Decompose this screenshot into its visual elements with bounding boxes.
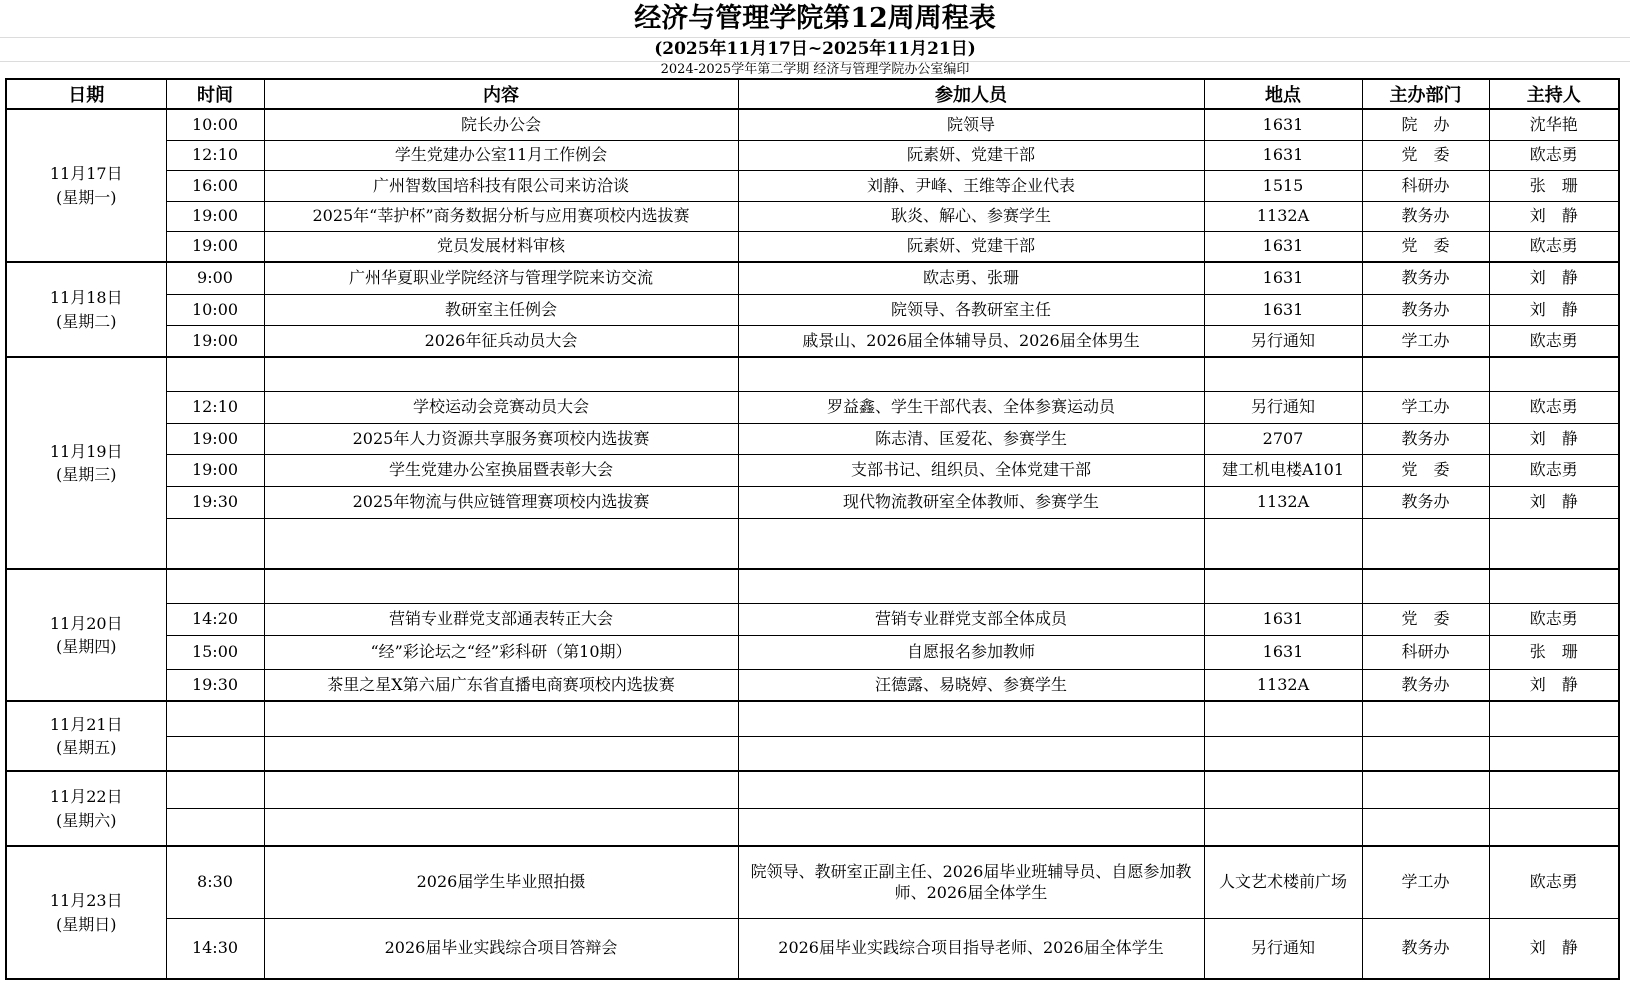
date-label: 11月19日: [49, 441, 123, 461]
content-cell: 学校运动会竞赛动员大会: [264, 391, 738, 423]
participants-cell: 阮素妍、党建干部: [738, 231, 1204, 262]
table-row: [6, 808, 1619, 846]
host-cell: 张 珊: [1489, 170, 1619, 201]
participants-cell: 自愿报名参加教师: [738, 635, 1204, 669]
location-cell: 1631: [1204, 140, 1362, 170]
time-cell: 8:30: [166, 846, 264, 918]
table-row: [6, 109, 1619, 140]
participants-cell: 营销专业群党支部全体成员: [738, 603, 1204, 635]
content-cell: 2026年征兵动员大会: [264, 325, 738, 357]
participants-cell: [738, 701, 1204, 736]
location-cell: 1631: [1204, 294, 1362, 325]
location-cell: [1204, 701, 1362, 736]
location-cell: 另行通知: [1204, 918, 1362, 979]
time-cell: [166, 357, 264, 391]
department-cell: 教务办: [1362, 918, 1489, 979]
table-row: [6, 486, 1619, 518]
location-cell: [1204, 518, 1362, 569]
content-cell: [264, 701, 738, 736]
content-cell: 广州华夏职业学院经济与管理学院来访交流: [264, 262, 738, 294]
participants-cell: 现代物流教研室全体教师、参赛学生: [738, 486, 1204, 518]
department-cell: 党 委: [1362, 140, 1489, 170]
department-cell: [1362, 736, 1489, 771]
time-cell: [166, 808, 264, 846]
time-cell: 14:20: [166, 603, 264, 635]
col-header-host: 主持人: [1489, 79, 1619, 109]
location-cell: [1204, 736, 1362, 771]
table-row: [6, 771, 1619, 808]
department-cell: 学工办: [1362, 325, 1489, 357]
col-header-content: 内容: [264, 79, 738, 109]
weekday-label: (星期三): [56, 465, 117, 484]
host-cell: [1489, 357, 1619, 391]
department-cell: [1362, 771, 1489, 808]
department-cell: 学工办: [1362, 846, 1489, 918]
department-cell: 教务办: [1362, 262, 1489, 294]
time-cell: [166, 771, 264, 808]
host-cell: 刘 静: [1489, 423, 1619, 454]
time-cell: [166, 701, 264, 736]
location-cell: 1631: [1204, 262, 1362, 294]
content-cell: 2025年人力资源共享服务赛项校内选拔赛: [264, 423, 738, 454]
participants-cell: [738, 357, 1204, 391]
host-cell: 刘 静: [1489, 201, 1619, 231]
department-cell: [1362, 808, 1489, 846]
time-cell: [166, 569, 264, 603]
content-cell: 2026届学生毕业照拍摄: [264, 846, 738, 918]
schedule-table: [5, 78, 1620, 980]
participants-cell: 支部书记、组织员、全体党建干部: [738, 454, 1204, 486]
table-row: [6, 140, 1619, 170]
issuer-line: 2024-2025学年第二学期 经济与管理学院办公室编印: [660, 62, 970, 77]
host-cell: [1489, 771, 1619, 808]
host-cell: [1489, 518, 1619, 569]
department-cell: 教务办: [1362, 294, 1489, 325]
col-header-date: 日期: [6, 79, 166, 109]
table-row: [6, 918, 1619, 979]
time-cell: 19:00: [166, 325, 264, 357]
time-cell: 10:00: [166, 294, 264, 325]
table-row: [6, 701, 1619, 736]
table-row: [6, 231, 1619, 262]
participants-cell: 院领导、教研室正副主任、2026届毕业班辅导员、自愿参加教师、2026届全体学生: [738, 846, 1204, 918]
table-row: [6, 201, 1619, 231]
host-cell: 欧志勇: [1489, 603, 1619, 635]
date-cell: [6, 701, 166, 771]
date-label: 11月18日: [49, 288, 123, 308]
location-cell: 人文艺术楼前广场: [1204, 846, 1362, 918]
participants-cell: 2026届毕业实践综合项目指导老师、2026届全体学生: [738, 918, 1204, 979]
participants-cell: 院领导、各教研室主任: [738, 294, 1204, 325]
date-label: 11月21日: [49, 714, 123, 734]
weekday-label: (星期六): [56, 810, 117, 830]
host-cell: 欧志勇: [1489, 454, 1619, 486]
location-cell: 1631: [1204, 231, 1362, 262]
content-cell: 教研室主任例会: [264, 294, 738, 325]
content-cell: 广州智数国培科技有限公司来访洽谈: [264, 170, 738, 201]
location-cell: 1631: [1204, 635, 1362, 669]
host-cell: 刘 静: [1489, 669, 1619, 701]
location-cell: 1631: [1204, 603, 1362, 635]
time-cell: [166, 518, 264, 569]
content-cell: 学生党建办公室换届暨表彰大会: [264, 454, 738, 486]
participants-cell: 罗益鑫、学生干部代表、全体参赛运动员: [738, 391, 1204, 423]
table-row: [6, 603, 1619, 635]
col-header-location: 地点: [1204, 79, 1362, 109]
participants-cell: 院领导: [738, 109, 1204, 140]
department-cell: 院 办: [1362, 109, 1489, 140]
time-cell: 14:30: [166, 918, 264, 979]
table-row: [6, 170, 1619, 201]
time-cell: 16:00: [166, 170, 264, 201]
time-cell: 9:00: [166, 262, 264, 294]
table-row: [6, 569, 1619, 603]
host-cell: 刘 静: [1489, 918, 1619, 979]
content-cell: 党员发展材料审核: [264, 231, 738, 262]
department-cell: [1362, 569, 1489, 603]
table-row: [6, 262, 1619, 294]
table-row: [6, 357, 1619, 391]
weekday-label: (星期五): [56, 738, 117, 757]
department-cell: 科研办: [1362, 170, 1489, 201]
content-cell: [264, 518, 738, 569]
table-row: [6, 518, 1619, 569]
host-cell: 欧志勇: [1489, 391, 1619, 423]
weekday-label: (星期日): [56, 914, 117, 934]
table-row: [6, 669, 1619, 701]
location-cell: 建工机电楼A101: [1204, 454, 1362, 486]
participants-cell: 阮素妍、党建干部: [738, 140, 1204, 170]
content-cell: 学生党建办公室11月工作例会: [264, 140, 738, 170]
department-cell: 教务办: [1362, 423, 1489, 454]
content-cell: 营销专业群党支部通表转正大会: [264, 603, 738, 635]
time-cell: [166, 736, 264, 771]
date-label: 11月17日: [49, 164, 123, 184]
time-cell: 12:10: [166, 391, 264, 423]
participants-cell: 耿炎、解心、参赛学生: [738, 201, 1204, 231]
department-cell: 教务办: [1362, 486, 1489, 518]
table-row: [6, 454, 1619, 486]
location-cell: 1515: [1204, 170, 1362, 201]
weekday-label: (星期四): [56, 637, 117, 656]
time-cell: 19:00: [166, 231, 264, 262]
header-row: [6, 79, 1619, 109]
content-cell: 2025年“莘护杯”商务数据分析与应用赛项校内选拔赛: [264, 201, 738, 231]
location-cell: 2707: [1204, 423, 1362, 454]
weekday-label: (星期二): [56, 311, 117, 331]
location-cell: 另行通知: [1204, 391, 1362, 423]
table-row: [6, 325, 1619, 357]
host-cell: 张 珊: [1489, 635, 1619, 669]
date-label: 11月23日: [49, 891, 123, 911]
col-header-department: 主办部门: [1362, 79, 1489, 109]
host-cell: 刘 静: [1489, 262, 1619, 294]
weekday-label: (星期一): [56, 187, 117, 207]
time-cell: 12:10: [166, 140, 264, 170]
participants-cell: 戚景山、2026届全体辅导员、2026届全体男生: [738, 325, 1204, 357]
content-cell: 院长办公会: [264, 109, 738, 140]
participants-cell: [738, 518, 1204, 569]
location-cell: [1204, 569, 1362, 603]
host-cell: 欧志勇: [1489, 846, 1619, 918]
participants-cell: [738, 808, 1204, 846]
host-cell: 刘 静: [1489, 486, 1619, 518]
time-cell: 19:30: [166, 669, 264, 701]
participants-cell: 汪德露、易晓婷、参赛学生: [738, 669, 1204, 701]
date-cell: [6, 771, 166, 846]
date-range: (2025年11月17日~2025年11月21日): [0, 38, 1630, 62]
table-row: [6, 423, 1619, 454]
content-cell: [264, 357, 738, 391]
department-cell: 学工办: [1362, 391, 1489, 423]
location-cell: [1204, 357, 1362, 391]
table-row: [6, 294, 1619, 325]
content-cell: [264, 736, 738, 771]
department-cell: [1362, 518, 1489, 569]
col-header-time: 时间: [166, 79, 264, 109]
department-cell: 党 委: [1362, 454, 1489, 486]
col-header-participants: 参加人员: [738, 79, 1204, 109]
department-cell: [1362, 357, 1489, 391]
content-cell: 2026届毕业实践综合项目答辩会: [264, 918, 738, 979]
time-cell: 15:00: [166, 635, 264, 669]
host-cell: 欧志勇: [1489, 140, 1619, 170]
date-cell: [6, 846, 166, 979]
host-cell: 欧志勇: [1489, 325, 1619, 357]
participants-cell: 欧志勇、张珊: [738, 262, 1204, 294]
date-cell: [6, 109, 166, 262]
time-cell: 19:00: [166, 201, 264, 231]
content-cell: “经”彩论坛之“经”彩科研（第10期）: [264, 635, 738, 669]
content-cell: 茶里之星X第六届广东省直播电商赛项校内选拔赛: [264, 669, 738, 701]
location-cell: 1631: [1204, 109, 1362, 140]
participants-cell: 刘静、尹峰、王维等企业代表: [738, 170, 1204, 201]
table-row: [6, 846, 1619, 918]
host-cell: [1489, 701, 1619, 736]
department-cell: 科研办: [1362, 635, 1489, 669]
host-cell: 沈华艳: [1489, 109, 1619, 140]
location-cell: 另行通知: [1204, 325, 1362, 357]
content-cell: [264, 569, 738, 603]
department-cell: [1362, 701, 1489, 736]
participants-cell: [738, 569, 1204, 603]
location-cell: 1132A: [1204, 669, 1362, 701]
host-cell: 刘 静: [1489, 294, 1619, 325]
department-cell: 教务办: [1362, 201, 1489, 231]
date-cell: [6, 262, 166, 357]
date-cell: [6, 357, 166, 569]
participants-cell: [738, 771, 1204, 808]
department-cell: 教务办: [1362, 669, 1489, 701]
content-cell: 2025年物流与供应链管理赛项校内选拔赛: [264, 486, 738, 518]
content-cell: [264, 808, 738, 846]
participants-cell: [738, 736, 1204, 771]
time-cell: 19:30: [166, 486, 264, 518]
department-cell: 党 委: [1362, 231, 1489, 262]
date-cell: [6, 569, 166, 701]
department-cell: 党 委: [1362, 603, 1489, 635]
table-row: [6, 635, 1619, 669]
date-label: 11月20日: [49, 613, 123, 633]
participants-cell: 陈志清、匡爱花、参赛学生: [738, 423, 1204, 454]
location-cell: 1132A: [1204, 201, 1362, 231]
date-label: 11月22日: [49, 787, 123, 807]
table-row: [6, 391, 1619, 423]
host-cell: [1489, 736, 1619, 771]
location-cell: [1204, 808, 1362, 846]
time-cell: 10:00: [166, 109, 264, 140]
time-cell: 19:00: [166, 423, 264, 454]
location-cell: 1132A: [1204, 486, 1362, 518]
location-cell: [1204, 771, 1362, 808]
host-cell: [1489, 569, 1619, 603]
time-cell: 19:00: [166, 454, 264, 486]
content-cell: [264, 771, 738, 808]
host-cell: [1489, 808, 1619, 846]
page-title: 经济与管理学院第12周周程表: [0, 0, 1630, 38]
host-cell: 欧志勇: [1489, 231, 1619, 262]
table-row: [6, 736, 1619, 771]
